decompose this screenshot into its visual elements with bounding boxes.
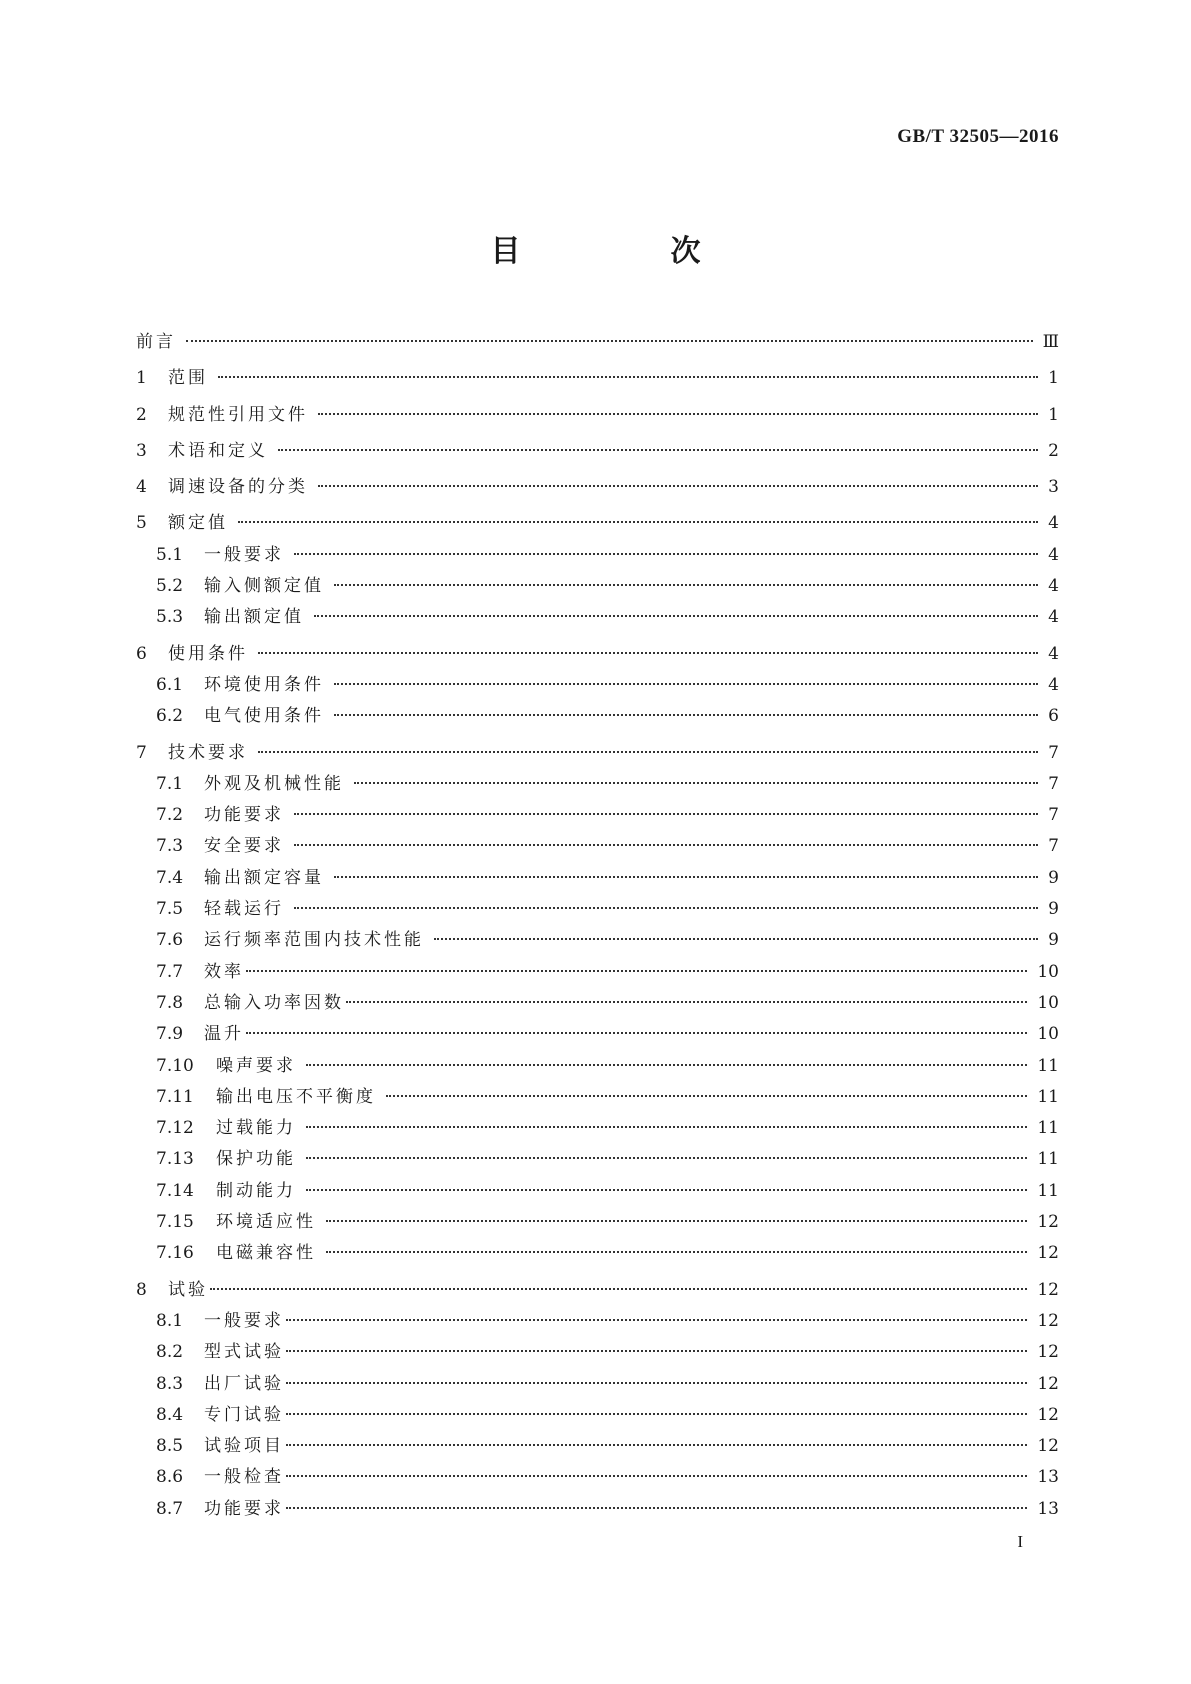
toc-entry-number: 8.4 bbox=[156, 1404, 184, 1425]
dot-leader bbox=[286, 1381, 1027, 1384]
toc-entry-number: 2 bbox=[136, 404, 147, 425]
toc-entry-label: 型式试验 bbox=[204, 1342, 284, 1363]
toc-entry-page: 7 bbox=[1048, 773, 1059, 794]
dot-leader bbox=[314, 614, 1038, 617]
toc-entry-page: 4 bbox=[1048, 674, 1059, 695]
toc-entry-number: 6.1 bbox=[156, 674, 184, 695]
toc-entry-label: 试验项目 bbox=[204, 1436, 284, 1457]
toc-entry[interactable] bbox=[136, 1176, 1059, 1207]
toc-entry[interactable] bbox=[136, 701, 1059, 732]
toc-entry-page: 12 bbox=[1037, 1373, 1059, 1394]
toc-entry-label: 过载能力 bbox=[216, 1118, 296, 1139]
dot-leader bbox=[258, 750, 1038, 753]
toc-entry[interactable] bbox=[136, 670, 1059, 701]
toc-entry-number: 7.9 bbox=[156, 1024, 184, 1045]
toc-entry-label: 范围 bbox=[168, 368, 208, 389]
toc-entry[interactable] bbox=[136, 800, 1059, 831]
toc-entry-number: 7.11 bbox=[156, 1086, 194, 1107]
document-code: GB/T 32505—2016 bbox=[897, 126, 1059, 147]
table-of-contents bbox=[136, 327, 1059, 1525]
toc-entry-number: 7.7 bbox=[156, 961, 184, 982]
toc-entry-number: 7.3 bbox=[156, 836, 184, 857]
toc-entry-page: 6 bbox=[1048, 706, 1059, 727]
toc-entry-label: 一般要求 bbox=[204, 1310, 284, 1331]
dot-leader bbox=[286, 1412, 1027, 1415]
toc-entry-page: 1 bbox=[1048, 404, 1059, 425]
dot-leader bbox=[238, 520, 1038, 523]
toc-entry[interactable] bbox=[136, 1400, 1059, 1431]
toc-entry[interactable] bbox=[136, 988, 1059, 1019]
toc-entry-page: 10 bbox=[1037, 961, 1059, 982]
dot-leader bbox=[294, 552, 1038, 555]
toc-entry-number: 8.2 bbox=[156, 1342, 184, 1363]
toc-entry-number: 8.5 bbox=[156, 1436, 184, 1457]
toc-entry-page: 11 bbox=[1037, 1118, 1059, 1139]
dot-leader bbox=[246, 969, 1027, 972]
page-title: 目 次 bbox=[490, 234, 761, 269]
dot-leader bbox=[278, 448, 1038, 451]
toc-entry-page: 9 bbox=[1048, 930, 1059, 951]
toc-entry-label: 温升 bbox=[204, 1024, 244, 1045]
toc-entry-page: 1 bbox=[1048, 368, 1059, 389]
toc-entry-page: 10 bbox=[1037, 992, 1059, 1013]
toc-entry[interactable] bbox=[136, 1275, 1059, 1306]
dot-leader bbox=[286, 1318, 1027, 1321]
toc-entry-page: 12 bbox=[1037, 1404, 1059, 1425]
toc-entry[interactable] bbox=[136, 1494, 1059, 1525]
toc-entry[interactable] bbox=[136, 957, 1059, 988]
toc-entry-page: 9 bbox=[1048, 867, 1059, 888]
toc-entry-number: 6.2 bbox=[156, 706, 184, 727]
dot-leader bbox=[294, 906, 1038, 909]
toc-entry[interactable] bbox=[136, 831, 1059, 862]
toc-entry-page: 4 bbox=[1048, 544, 1059, 565]
toc-entry[interactable] bbox=[136, 571, 1059, 602]
toc-entry-number: 8 bbox=[136, 1279, 147, 1300]
dot-leader bbox=[286, 1443, 1027, 1446]
toc-entry-number: 5 bbox=[136, 513, 147, 534]
dot-leader bbox=[246, 1031, 1027, 1034]
toc-entry-number: 7.4 bbox=[156, 867, 184, 888]
dot-leader bbox=[306, 1125, 1027, 1128]
toc-entry-label: 制动能力 bbox=[216, 1180, 296, 1201]
toc-entry-page: 4 bbox=[1048, 513, 1059, 534]
toc-entry[interactable] bbox=[136, 1238, 1059, 1269]
toc-entry-number: 8.1 bbox=[156, 1310, 184, 1331]
dot-leader bbox=[326, 1250, 1027, 1253]
dot-leader bbox=[286, 1349, 1027, 1352]
toc-entry-label: 前言 bbox=[136, 332, 176, 352]
toc-entry[interactable] bbox=[136, 1019, 1059, 1050]
toc-entry[interactable] bbox=[136, 1431, 1059, 1462]
toc-entry[interactable] bbox=[136, 327, 1059, 358]
toc-entry-label: 调速设备的分类 bbox=[168, 477, 308, 498]
toc-entry[interactable] bbox=[136, 602, 1059, 633]
toc-entry-label: 技术要求 bbox=[168, 742, 248, 763]
toc-entry[interactable] bbox=[136, 639, 1059, 670]
dot-leader bbox=[294, 843, 1038, 846]
toc-entry-page: 4 bbox=[1048, 607, 1059, 628]
toc-entry[interactable] bbox=[136, 1144, 1059, 1175]
toc-entry-number: 3 bbox=[136, 440, 147, 461]
toc-entry-label: 输出电压不平衡度 bbox=[216, 1086, 376, 1107]
toc-entry-page: 12 bbox=[1037, 1279, 1059, 1300]
toc-entry-label: 试验 bbox=[168, 1279, 208, 1300]
toc-entry[interactable] bbox=[136, 436, 1059, 467]
toc-entry-label: 规范性引用文件 bbox=[168, 404, 308, 425]
dot-leader bbox=[294, 812, 1038, 815]
toc-entry-page: 7 bbox=[1048, 836, 1059, 857]
toc-entry[interactable] bbox=[136, 400, 1059, 431]
toc-entry-label: 保护功能 bbox=[216, 1149, 296, 1170]
toc-entry-number: 8.6 bbox=[156, 1467, 184, 1488]
toc-entry-page: 4 bbox=[1048, 643, 1059, 664]
toc-entry-number: 6 bbox=[136, 643, 147, 664]
toc-entry-page: 11 bbox=[1037, 1149, 1059, 1170]
toc-entry-label: 安全要求 bbox=[204, 836, 284, 857]
toc-entry-label: 出厂试验 bbox=[204, 1373, 284, 1394]
dot-leader bbox=[334, 682, 1038, 685]
toc-entry-page: 2 bbox=[1048, 440, 1059, 461]
toc-entry-number: 7.13 bbox=[156, 1149, 194, 1170]
toc-entry-page: 11 bbox=[1037, 1086, 1059, 1107]
toc-entry-label: 运行频率范围内技术性能 bbox=[204, 930, 424, 951]
toc-entry-label: 环境使用条件 bbox=[204, 674, 324, 695]
toc-entry-number: 7.16 bbox=[156, 1243, 194, 1264]
toc-entry-number: 1 bbox=[136, 368, 147, 389]
toc-entry-number: 5.1 bbox=[156, 544, 184, 565]
toc-entry-label: 总输入功率因数 bbox=[204, 992, 344, 1013]
toc-entry-label: 额定值 bbox=[168, 513, 228, 534]
toc-entry-page: 12 bbox=[1037, 1243, 1059, 1264]
toc-entry-number: 5.3 bbox=[156, 607, 184, 628]
dot-leader bbox=[334, 583, 1038, 586]
toc-entry-label: 轻载运行 bbox=[204, 899, 284, 920]
toc-entry-number: 7.8 bbox=[156, 992, 184, 1013]
toc-entry-page: 7 bbox=[1048, 742, 1059, 763]
toc-entry-label: 噪声要求 bbox=[216, 1055, 296, 1076]
toc-entry-page: Ⅲ bbox=[1042, 332, 1059, 352]
toc-entry-label: 环境适应性 bbox=[216, 1212, 316, 1233]
dot-leader bbox=[306, 1188, 1027, 1191]
dot-leader bbox=[306, 1063, 1027, 1066]
toc-entry-number: 7.10 bbox=[156, 1055, 194, 1076]
dot-leader bbox=[334, 875, 1038, 878]
toc-entry-number: 7.14 bbox=[156, 1180, 194, 1201]
toc-entry[interactable] bbox=[136, 1082, 1059, 1113]
dot-leader bbox=[210, 1287, 1027, 1290]
toc-entry[interactable] bbox=[136, 863, 1059, 894]
toc-entry-label: 一般检查 bbox=[204, 1467, 284, 1488]
toc-entry-number: 8.7 bbox=[156, 1498, 184, 1519]
toc-entry[interactable] bbox=[136, 894, 1059, 925]
dot-leader bbox=[334, 713, 1038, 716]
toc-entry-label: 使用条件 bbox=[168, 643, 248, 664]
toc-entry[interactable] bbox=[136, 472, 1059, 503]
toc-entry-number: 7 bbox=[136, 742, 147, 763]
toc-entry[interactable] bbox=[136, 1113, 1059, 1144]
dot-leader bbox=[258, 651, 1038, 654]
toc-entry-number: 7.1 bbox=[156, 773, 184, 794]
toc-entry-label: 输出额定值 bbox=[204, 607, 304, 628]
toc-entry-label: 一般要求 bbox=[204, 544, 284, 565]
toc-entry-page: 11 bbox=[1037, 1180, 1059, 1201]
toc-entry[interactable] bbox=[136, 1462, 1059, 1493]
toc-entry[interactable] bbox=[136, 738, 1059, 769]
toc-entry[interactable] bbox=[136, 1337, 1059, 1368]
toc-entry-page: 10 bbox=[1037, 1024, 1059, 1045]
toc-entry-page: 12 bbox=[1037, 1436, 1059, 1457]
toc-entry-label: 效率 bbox=[204, 961, 244, 982]
toc-entry-page: 13 bbox=[1037, 1498, 1059, 1519]
dot-leader bbox=[386, 1094, 1027, 1097]
toc-entry-label: 外观及机械性能 bbox=[204, 773, 344, 794]
dot-leader bbox=[218, 375, 1038, 378]
dot-leader bbox=[434, 937, 1038, 940]
toc-entry-page: 4 bbox=[1048, 576, 1059, 597]
toc-entry[interactable] bbox=[136, 1207, 1059, 1238]
toc-entry-page: 12 bbox=[1037, 1212, 1059, 1233]
toc-entry-page: 13 bbox=[1037, 1467, 1059, 1488]
toc-entry-label: 电磁兼容性 bbox=[216, 1243, 316, 1264]
toc-entry[interactable] bbox=[136, 540, 1059, 571]
toc-entry-label: 输出额定容量 bbox=[204, 867, 324, 888]
toc-entry-number: 7.2 bbox=[156, 805, 184, 826]
toc-entry[interactable] bbox=[136, 508, 1059, 539]
dot-leader bbox=[286, 1474, 1027, 1477]
toc-entry-number: 7.6 bbox=[156, 930, 184, 951]
toc-entry-page: 12 bbox=[1037, 1342, 1059, 1363]
toc-entry-number: 7.12 bbox=[156, 1118, 194, 1139]
toc-entry-page: 11 bbox=[1037, 1055, 1059, 1076]
toc-entry[interactable] bbox=[136, 1369, 1059, 1400]
toc-entry-label: 专门试验 bbox=[204, 1404, 284, 1425]
dot-leader bbox=[354, 781, 1038, 784]
dot-leader bbox=[318, 484, 1038, 487]
page-number: I bbox=[1017, 1532, 1023, 1551]
dot-leader bbox=[286, 1506, 1027, 1509]
toc-entry[interactable] bbox=[136, 925, 1059, 956]
dot-leader bbox=[186, 339, 1033, 342]
toc-entry-label: 电气使用条件 bbox=[204, 706, 324, 727]
toc-entry-page: 9 bbox=[1048, 899, 1059, 920]
toc-entry-label: 功能要求 bbox=[204, 805, 284, 826]
toc-entry[interactable] bbox=[136, 363, 1059, 394]
toc-entry-number: 8.3 bbox=[156, 1373, 184, 1394]
toc-entry-number: 7.15 bbox=[156, 1212, 194, 1233]
toc-entry-label: 功能要求 bbox=[204, 1498, 284, 1519]
toc-entry[interactable] bbox=[136, 1306, 1059, 1337]
toc-entry-label: 输入侧额定值 bbox=[204, 576, 324, 597]
toc-entry[interactable] bbox=[136, 769, 1059, 800]
dot-leader bbox=[318, 412, 1038, 415]
toc-entry-page: 7 bbox=[1048, 805, 1059, 826]
toc-entry-number: 4 bbox=[136, 477, 147, 498]
dot-leader bbox=[306, 1156, 1027, 1159]
dot-leader bbox=[326, 1219, 1027, 1222]
toc-entry-page: 12 bbox=[1037, 1310, 1059, 1331]
toc-entry-label: 术语和定义 bbox=[168, 440, 268, 461]
toc-entry-number: 5.2 bbox=[156, 576, 184, 597]
toc-entry[interactable] bbox=[136, 1051, 1059, 1082]
toc-entry-number: 7.5 bbox=[156, 899, 184, 920]
dot-leader bbox=[346, 1000, 1027, 1003]
toc-entry-page: 3 bbox=[1048, 477, 1059, 498]
